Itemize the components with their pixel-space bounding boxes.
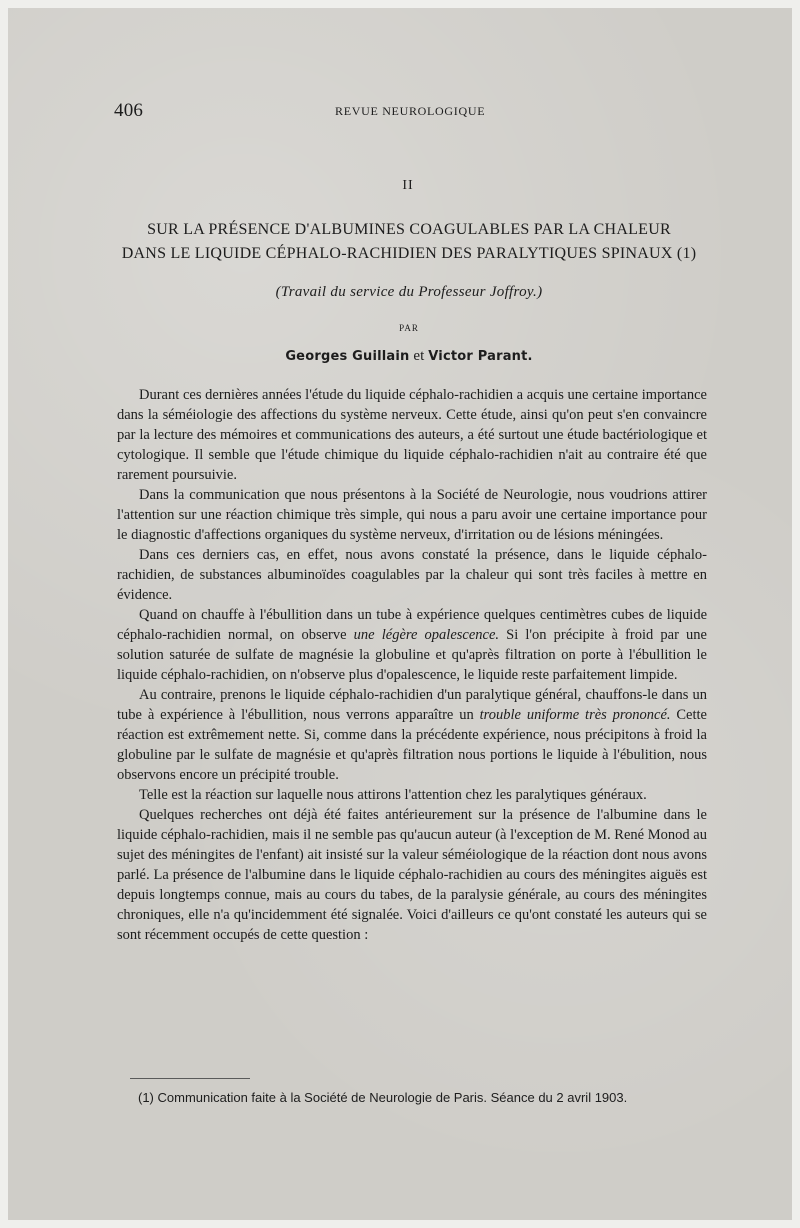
authors-line <box>114 348 704 365</box>
paragraph-2: Dans la communication que nous présentons à la Société de Neurologie, nous voudrions attirer l'attention sur une réaction chimique très simple, qui nous a paru avoir une certaine importance pour le diagnostic d'affections organiques du système nerveux, d'irritation ou de lésions méningées. <box>117 487 707 543</box>
title-line-2: DANS LE LIQUIDE CÉPHALO-RACHIDIEN DES PARALYTIQUES SPINAUX (1) <box>121 245 697 262</box>
par-label: PAR <box>399 323 419 333</box>
paragraph-5-before: Au contraire, prenons le liquide céphalo-rachidien d'un paralytique général, chauffons-le dans un tube à expérience à l'ébullition, nous verrons apparaître un <box>117 687 707 723</box>
paragraph-6: Telle est la réaction sur laquelle nous attirons l'attention chez les paralytiques généraux. <box>139 787 647 803</box>
paragraph-3: Dans ces derniers cas, en effet, nous avons constaté la présence, dans le liquide céphalo-rachidien, de substances albuminoïdes coagulables par la chaleur qui sont très faciles à mettre en évidence. <box>117 547 707 603</box>
paragraph-4 <box>117 605 707 685</box>
author-2: Victor Parant. <box>428 349 533 364</box>
footnote-rule <box>130 1078 250 1079</box>
paragraph-4-italic: une légère opalescence. <box>353 627 500 643</box>
paragraph-4-after: Si l'on précipite à froid par une solution saturée de sulfate de magnésie la globuline et qu'après filtration on porte à l'ébullition le liquide céphalo-rachidien, on n'observe plus d'opalescence, le liquide reste parfaitement limpide. <box>117 627 707 683</box>
article-title <box>114 218 704 266</box>
footnote: (1) Communication faite à la Société de Neurologie de Paris. Séance du 2 avril 1903. <box>138 1090 628 1105</box>
page-number: 406 <box>114 100 144 121</box>
paragraph-5-italic: trouble uniforme très prononcé. <box>479 707 671 723</box>
paragraph-4-before: Quand on chauffe à l'ébullition dans un tube à expérience quelques centimètres cubes de liquide céphalo-rachidien normal, on observe <box>117 607 707 643</box>
running-head: REVUE NEUROLOGIQUE <box>335 104 486 118</box>
paragraph-5-after: Cette réaction est extrêmement nette. Si, comme dans la précédente expérience, nous précipitons à froid la globuline par le sulfate de magnésie et qu'après filtration nous portions le liquide à l'ébulition, nous observons encore un précipité trouble. <box>117 707 707 783</box>
paragraph-7: Quelques recherches ont déjà été faites antérieurement sur la présence de l'albumine dans le liquide céphalo-rachidien, mais il ne semble pas qu'aucun auteur (à l'exception de M. René Monod au sujet des méningites de l'enfant) ait insisté sur la valeur séméiologique de la réaction dont nous avons parlé. La présence de l'albumine dans le liquide céphalo-rachidien au cours des méningites aiguës est depuis longtemps connue, mais au cours du tabes, de la paralysie générale, au cours des méningites chroniques, elle n'a qu'incidemment été signalée. Voici d'ailleurs ce qu'ont constaté les auteurs qui se sont récemment occupés de cette question : <box>117 807 707 943</box>
author-1: Georges Guillain <box>285 349 410 364</box>
author-joiner: et <box>413 348 425 364</box>
title-line-1: SUR LA PRÉSENCE D'ALBUMINES COAGULABLES PAR LA CHALEUR <box>147 221 671 238</box>
paragraph-1: Durant ces dernières années l'étude du liquide céphalo-rachidien a acquis une certaine importance dans la séméiologie des affections du système nerveux. Cette étude, ainsi qu'on peut s'en convaincre par la lecture des mémoires et communications des auteurs, a été surtout une étude bactériologique et cytologique. Il semble que l'étude chimique du liquide céphalo-rachidien n'ait au contraire été que rarement poursuivie. <box>117 387 707 483</box>
article-subtitle: (Travail du service du Professeur Joffroy.) <box>275 284 543 300</box>
article-body <box>117 385 707 945</box>
section-number: II <box>402 178 414 193</box>
page-header <box>114 100 704 122</box>
paragraph-5 <box>117 685 707 785</box>
